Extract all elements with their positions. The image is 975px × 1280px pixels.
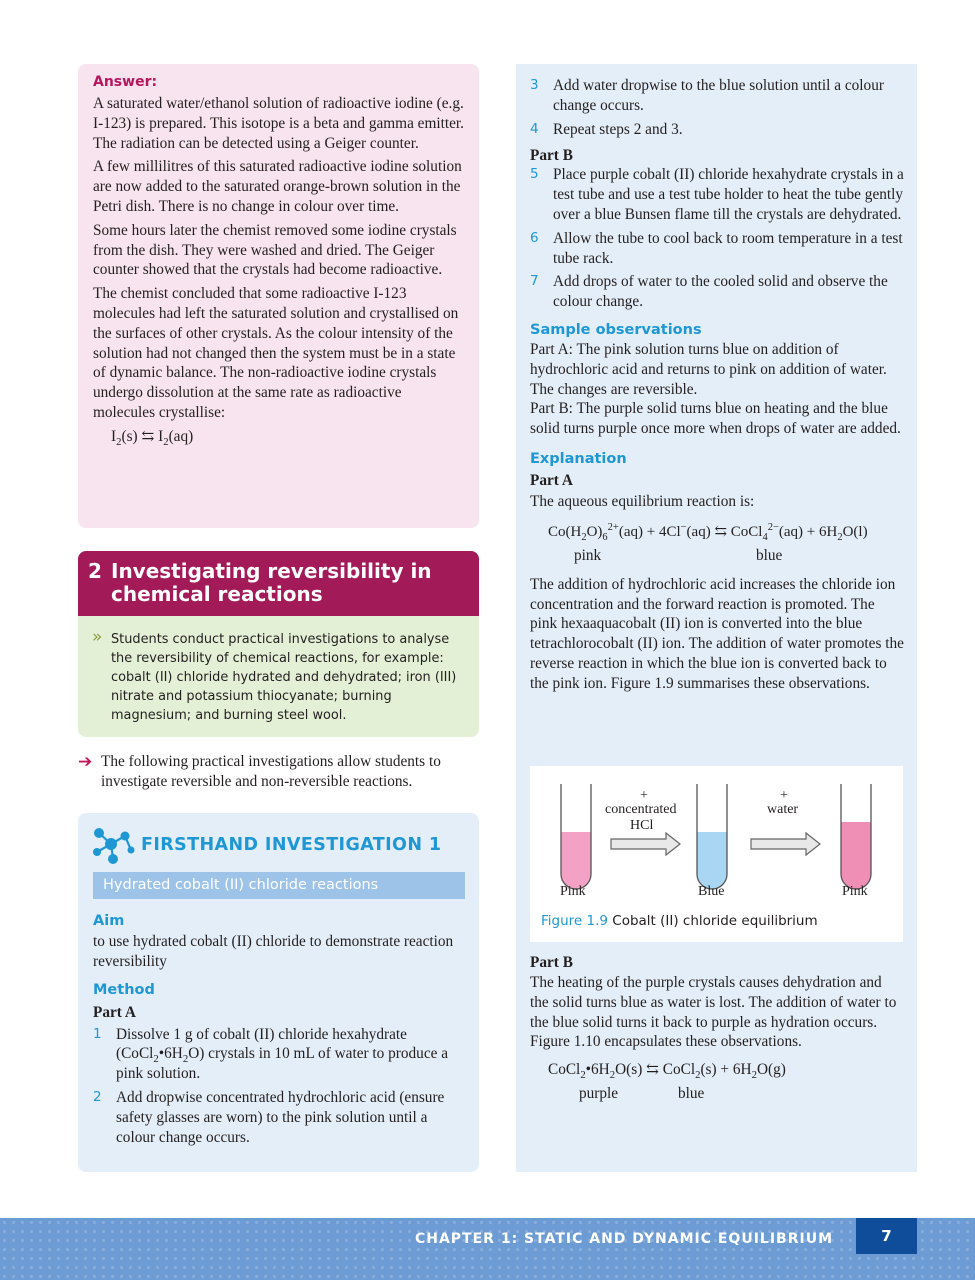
- answer-heading: Answer:: [93, 74, 158, 90]
- label-pink: pink: [574, 546, 602, 564]
- arrow-right-icon: ➔: [78, 752, 93, 772]
- explanation-heading: Explanation: [530, 450, 627, 467]
- method-heading: Method: [93, 981, 155, 998]
- method-step-6: 6 Allow the tube to cool back to room temperature in a test tube rack.: [530, 229, 903, 267]
- right-column-box: [516, 64, 917, 1172]
- chevron-right-icon: »: [92, 627, 103, 647]
- cobalt-equation: $Co(H_2O)_6^{2+}(aq) + 4Cl^-(aq)$ ⇆ CoCl$_4^{2-}$(aq) + $6H_2O(l)$: [548, 521, 868, 543]
- investigation-title: FIRSTHAND INVESTIGATION 1: [141, 835, 442, 855]
- method-step-5: 5 Place purple cobalt (II) chloride hexahydrate crystals in a test tube and use a test tube holder to heat the tube gently over a blue Bunsen flame till the crystals are dehydrated.: [530, 166, 904, 223]
- answer-paragraph-2: A few millilitres of this saturated radioactive iodine solution are now added to the saturated orange-brown solution in the Petri dish. There is no change in colour over time.: [93, 158, 462, 215]
- molecule-icon: [91, 824, 135, 868]
- section-header: [78, 551, 479, 616]
- investigation-box: [78, 813, 479, 1172]
- answer-box: [78, 64, 479, 528]
- explanation-part-a-heading: Part A: [530, 471, 573, 489]
- dehydration-equation-labels: [530, 1084, 904, 1106]
- iodine-equation: $I_2(s)$ ⇆ $I_2(aq)$: [111, 427, 194, 448]
- page-number: 7: [856, 1218, 917, 1254]
- aim-text: to use hydrated cobalt (II) chloride to demonstrate reaction reversibility: [93, 933, 454, 970]
- cobalt-equation-labels: [530, 546, 904, 568]
- explanation-part-a-text: The addition of hydrochloric acid increases the chloride ion concentration and the forward reaction is promoted. The pink hexaaquacobalt (II) ion is converted into the blue tetrachlorocobalt (II) ion. The addition of water promotes the reverse reaction in which the blue ion is converted back to the pink ion. Figure 1.9 summarises these observations.: [530, 575, 904, 692]
- observations-heading: Sample observations: [530, 321, 702, 338]
- chapter-label: CHAPTER 1: STATIC AND DYNAMIC EQUILIBRIUM: [414, 1231, 833, 1247]
- tube-3-label: Pink: [842, 884, 868, 899]
- method-step-7: 7 Add drops of water to the cooled solid and observe the colour change.: [530, 273, 888, 311]
- section-title: Investigating reversibility in chemical reactions: [111, 559, 432, 606]
- aim-heading: Aim: [93, 913, 125, 929]
- method-step-2: 2 Add dropwise concentrated hydrochloric acid (ensure safety glasses are worn) to the pink solution until a colour change occurs.: [93, 1088, 445, 1146]
- reagent-2: water: [767, 802, 799, 817]
- observations-part-a: Part A: The pink solution turns blue on addition of hydrochloric acid and returns to pink on addition of water. The changes are reversible.: [530, 340, 887, 398]
- explanation-part-a-intro: The aqueous equilibrium reaction is:: [530, 492, 755, 510]
- reagent-1-line-2: HCl: [630, 818, 654, 833]
- intro: [78, 752, 479, 792]
- part-a-heading: Part A: [93, 1003, 136, 1021]
- answer-paragraph-4: The chemist concluded that some radioactive I-123 molecules had left the saturated solution and crystallised on the surfaces of other crystals. As the colour intensity of the solution had not changed then the system must be in a state of dynamic balance. The non-radioactive iodine crystals undergo dissolution at the same rate as radioactive molecules crystallise:: [93, 285, 459, 421]
- section-number: 2: [88, 559, 102, 583]
- tube-1-label: Pink: [560, 884, 586, 899]
- reagent-1-line-1: concentrated: [605, 802, 677, 817]
- method-step-4: 4 Repeat steps 2 and 3.: [530, 120, 683, 138]
- dehydration-equation: $CoCl_2•6H_2O(s)$ ⇆ CoCl$_2$(s) + $6H_2O(g)$: [548, 1061, 786, 1082]
- label-blue-solid: blue: [678, 1085, 705, 1103]
- figure-caption: Figure 1.9 Cobalt (II) chloride equilibrium: [541, 913, 818, 929]
- answer-paragraph-1: A saturated water/ethanol solution of radioactive iodine (e.g. I-123) is prepared. This isotope is a beta and gamma emitter. The radiation can be detected using a Geiger counter.: [93, 95, 464, 152]
- explanation-part-b-heading: Part B: [530, 954, 573, 971]
- intro-text: The following practical investigations allow students to investigate reversible and non-reversible reactions.: [101, 753, 441, 790]
- page-footer: [0, 1218, 975, 1280]
- investigation-subtitle: Hydrated cobalt (II) chloride reactions: [93, 872, 465, 899]
- part-b-heading: Part B: [530, 147, 573, 165]
- explanation-part-b-text: The heating of the purple crystals causes dehydration and the solid turns blue as water is lost. The addition of water to the blue solid turns it back to purple as hydration occurs. Figure 1.10 encapsulates these observations.: [530, 974, 897, 1051]
- plus-2: +: [780, 788, 788, 803]
- method-step-3: 3 Add water dropwise to the blue solution until a colour change occurs.: [530, 77, 884, 114]
- plus-1: +: [640, 788, 648, 803]
- syllabus-text: Students conduct practical investigations to analyse the reversibility of chemical reactions, for example: cobalt (II) chloride hydrated and dehydrated; iron (III) nitrate and potassium thiocyanate; burning magnesium; and burning steel wool.: [111, 632, 457, 723]
- tube-2-label: Blue: [698, 884, 725, 899]
- label-blue: blue: [756, 546, 783, 564]
- syllabus-box: [78, 616, 479, 737]
- method-step-1: 1 Dissolve 1 g of cobalt (II) chloride hexahydrate $(CoCl_2•6H_2O)$ crystals in 10 mL of water to produce a pink solution.: [93, 1025, 449, 1083]
- figure-1-9: [530, 766, 903, 942]
- label-purple: purple: [579, 1085, 619, 1103]
- observations-part-b: Part B: The purple solid turns blue on heating and the blue solid turns purple once more when drops of water are added.: [530, 400, 901, 438]
- answer-paragraph-3: Some hours later the chemist removed some iodine crystals from the dish. They were washed and dried. The Geiger counter showed that the crystals had become radioactive.: [93, 221, 457, 279]
